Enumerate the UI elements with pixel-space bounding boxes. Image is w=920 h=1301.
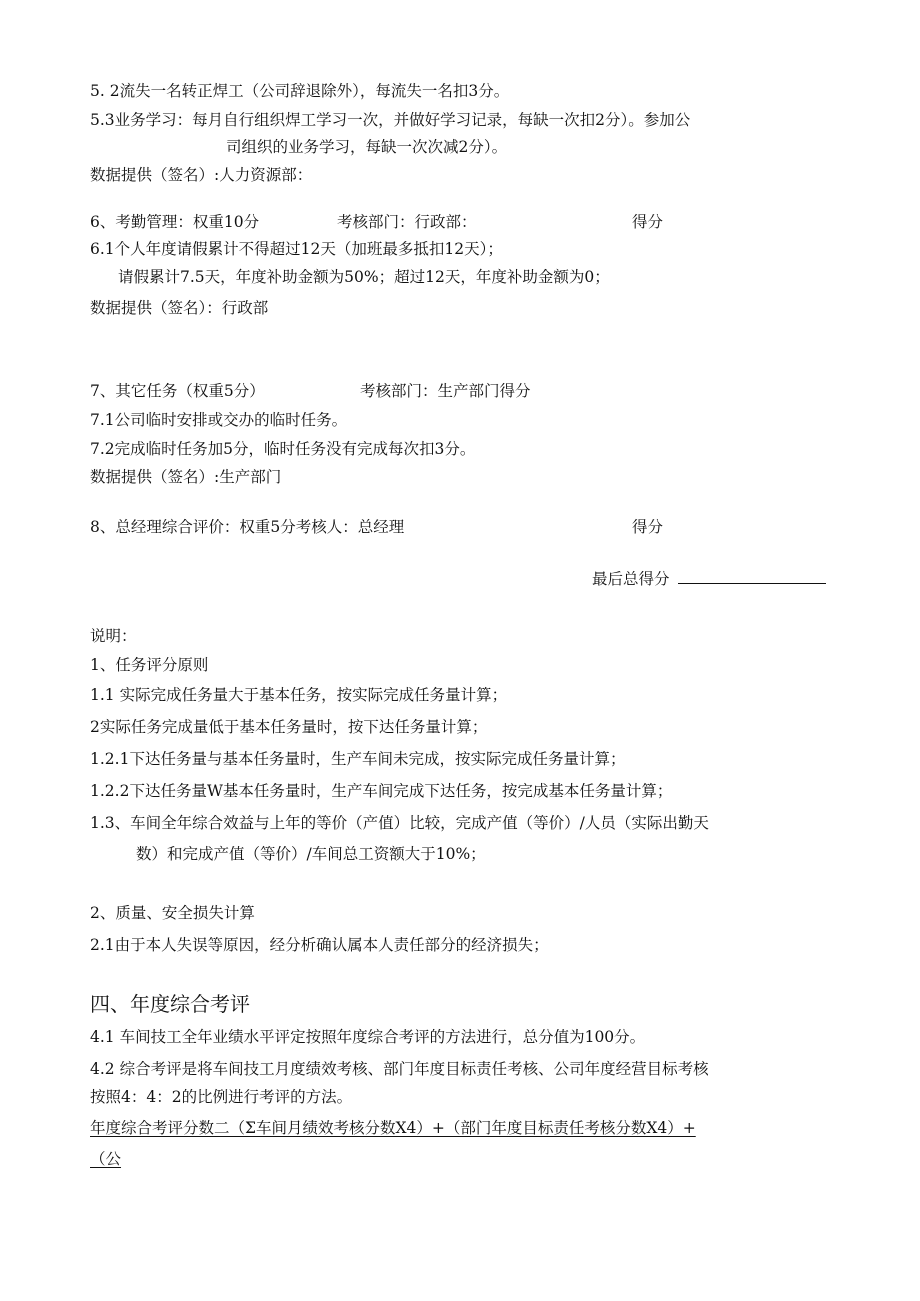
notes-2: 2实际任务完成量低于基本任务量时，按下达任务量计算； (90, 718, 488, 736)
text-4-2: 4.2 综合考评是将车间技工月度绩效考核、部门年度目标责任考核、公司年度经营目标考核 (90, 1060, 709, 1078)
notes-1-1: 1.1 实际完成任务量大于基本任务，按实际完成任务量计算； (90, 686, 508, 704)
final-score (592, 568, 826, 590)
final-score-blank (678, 569, 826, 584)
text-6-1-cont: 请假累计7.5天，年度补助金额为50%；超过12天，年度补助金额为0； (118, 268, 610, 286)
formula-line-1: 年度综合考评分数二（Σ车间月绩效考核分数X4）+（部门年度目标责任考核分数X4）+ (90, 1119, 696, 1137)
final-score-label: 最后总得分 (592, 570, 670, 588)
text-6-1: 6.1个人年度请假累计不得超过12天（加班最多抵扣12天）； (90, 240, 503, 258)
text-5-3-cont: 司组织的业务学习，每缺一次次减2分）。 (226, 138, 508, 156)
section-7-dept: 考核部门：生产部门得分 (360, 382, 531, 400)
text-7-1: 7.1公司临时安排或交办的临时任务。 (90, 411, 348, 429)
text-5-3: 5.3业务学习：每月自行组织焊工学习一次，并做好学习记录，每缺一次扣2分）。参加公 (90, 111, 691, 129)
notes-1-2-1: 1.2.1下达任务量与基本任务量时，生产车间未完成，按实际完成任务量计算； (90, 750, 626, 768)
notes-1-3-cont: 数）和完成产值（等价）/车间总工资额大于10%； (136, 845, 486, 863)
section-6-dept: 考核部门：行政部： (337, 213, 477, 231)
section-8-score: 得分 (632, 518, 664, 536)
text-5-2: 5. 2流失一名转正焊工（公司辞退除外），每流失一名扣3分。 (90, 82, 510, 100)
notes-title: 说明： (90, 627, 137, 645)
formula-line-2: （公 (90, 1150, 122, 1168)
text-4-2-cont: 按照4：4：2的比例进行考评的方法。 (90, 1088, 353, 1106)
notes-quality: 2、质量、安全损失计算 (90, 904, 255, 922)
section-6-score: 得分 (632, 213, 664, 231)
section-4-heading: 四、年度综合考评 (90, 992, 250, 1016)
data-provider-production: 数据提供（签名）:生产部门 (90, 468, 282, 486)
text-4-1: 4.1 车间技工全年业绩水平评定按照年度综合考评的方法进行，总分值为100分。 (90, 1028, 646, 1046)
notes-1: 1、任务评分原则 (90, 656, 209, 674)
notes-1-2-2: 1.2.2下达任务量W基本任务量时，生产车间完成下达任务，按完成基本任务量计算； (90, 782, 673, 800)
notes-2-1: 2.1由于本人失误等原因，经分析确认属本人责任部分的经济损失； (90, 936, 549, 954)
notes-1-3: 1.3、车间全年综合效益与上年的等价（产值）比较，完成产值（等价）/人员（实际出勤天 (90, 814, 709, 832)
section-7-title: 7、其它任务（权重5分） (90, 382, 265, 400)
text-7-2: 7.2完成临时任务加5分，临时任务没有完成每次扣3分。 (90, 440, 476, 458)
section-8-title: 8、总经理综合评价：权重5分考核人：总经理 (90, 518, 405, 536)
data-provider-hr: 数据提供（签名）:人力资源部： (90, 166, 313, 184)
section-6-title: 6、考勤管理：权重10分 (90, 213, 260, 231)
data-provider-admin: 数据提供（签名）：行政部 (90, 299, 269, 317)
